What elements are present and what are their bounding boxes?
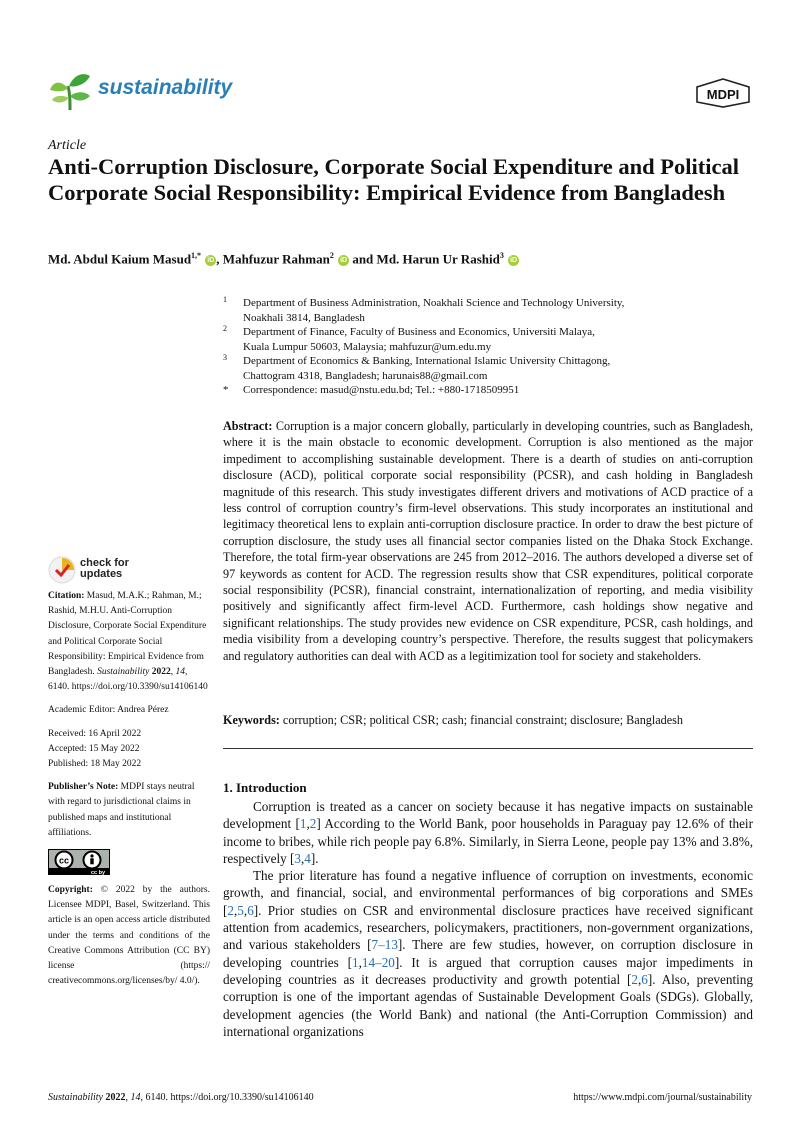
footer-volume: 14 [130,1092,141,1103]
citation-year: 2022 [151,667,171,678]
paragraph-text: , [234,902,238,918]
citation-link[interactable]: 1 [352,954,359,970]
paragraph-text: The prior literature has found a negative influence of corruption on investments, economic growth, and financial, social, and environmental performances of big corporations and SMEs [ [223,868,753,918]
citation-text: Masud, M.A.K.; Rahman, M.; Rashid, M.H.U. Anti-Corruption Disclosure, Corporate Social Expenditure and Political Corporate Social Responsibility: Empirical Evidence from Bangladesh. [48,591,207,678]
paragraph-text: ]. Prior studies on CSR and environmental disclosure practices have received significant attention from academics, researchers, policymakers, practitioners, non-government organizations, and various stakeholders [ [223,902,753,953]
affiliation-item [223,354,763,383]
citation-link[interactable]: 4 [304,850,311,866]
author-affiliation-marker: 1,* [191,251,202,260]
author-affiliation-marker: 3 [499,251,504,260]
check-for-updates-badge[interactable] [48,556,178,588]
correspondence-line[interactable]: Correspondence: masud@nstu.edu.bd; Tel.: +880-1718509951 [243,384,520,396]
article-type: Article [48,138,87,153]
article-info-sidebar [48,589,210,997]
affiliation-line[interactable]: Kuala Lumpur 50603, Malaysia; mahfuzur@um.edu.my [243,340,492,353]
publisher-note [48,780,210,841]
accepted-date: Accepted: 15 May 2022 [48,743,140,754]
paragraph-text: ]. There are few studies, however, on corruption disclosure in developing countries [ [223,937,753,970]
copyright [48,883,210,989]
citation-link[interactable]: 2 [631,971,638,987]
orcid-icon[interactable]: iD [207,257,215,265]
journal-logo-icon [48,70,92,114]
paragraph-text: ]. Also, preventing corruption is one of the important agendas of Sustainable Development Goals (SDGs). Globally, development agencies (the World Bank) and national (the Anti-Corruption Commission) and international organizations [223,971,753,1039]
footer-citation: Sustainability 2022, 14, 6140. https://doi.org/10.3390/su14106140 [48,1092,314,1103]
footer-journal: Sustainability [48,1092,103,1103]
author-name[interactable]: Md. Abdul Kaium Masud [48,251,192,267]
mdpi-logo[interactable] [695,78,751,108]
check-for-updates-icon [48,556,76,584]
affiliations [223,296,763,398]
footer-doi[interactable]: , 6140. https://doi.org/10.3390/su14106140 [140,1092,314,1103]
paragraph-text: Corruption is treated as a cancer on society because it has negative impacts on sustainable development [ [223,799,753,832]
citation-volume: 14 [175,667,185,678]
correspondence-marker: * [223,384,229,396]
paragraph-text: ]. [310,850,319,866]
paragraph [223,798,753,867]
author-name[interactable]: Md. Harun Ur Rashid [376,251,500,267]
paragraph-text: , [306,816,310,832]
publisher-note-text: MDPI stays neutral with regard to jurisdictional claims in published maps and institutional affiliations. [48,782,195,838]
svg-text:cc: cc [58,855,70,866]
abstract-label: Abstract: [223,419,273,433]
paragraph-text: , [358,954,362,970]
affiliation-item [223,325,763,354]
mdpi-logo-text: MDPI [706,87,740,102]
paragraph-text: , [243,902,248,918]
citation-journal: Sustainability [97,667,150,678]
cc-license-label: cc by [90,870,106,876]
check-line-2: updates [80,568,123,580]
citation-link[interactable]: 6 [247,902,254,918]
academic-editor: Academic Editor: Andrea Pérez [48,705,169,716]
keywords-label: Keywords: [223,713,280,727]
citation-link[interactable]: 1 [299,816,307,832]
check-line-1: check for [80,557,129,569]
author-separator: and [349,251,377,267]
journal-name[interactable]: sustainability [98,76,233,99]
citation-label: Citation: [48,591,85,601]
author-separator: , [216,251,223,267]
paragraph-text: ] According to the World Bank, poor households in Paraguay pay 12.6% of their income to bribes, while rich people pay 6.8%. Similarly, in Sierra Leone, people pay 13% and 3.8%, respectively [ [223,816,753,866]
citation: Citation: Masud, M.A.K.; Rahman, M.; Rashid, M.H.U. Anti-Corruption Disclosure, Corporate Social Expenditure and Political Corporate Social Responsibility: Empirical Evidence from Bangladesh. Sustainability 2022, 14, 6140. https://doi.org/10.3390/su14106140 [48,591,208,693]
cc-by-license-icon[interactable] [48,849,110,875]
paragraph-text: , [301,850,305,866]
publisher-note-label: Publisher’s Note: [48,782,119,793]
correspondence-item [223,383,763,398]
affiliation-line: Department of Economics & Banking, International Islamic University Chittagong, [243,355,611,367]
introduction-body [223,798,753,1040]
affiliation-line: Department of Business Administration, Noakhali Science and Technology University, [243,297,625,309]
page-title: Anti-Corruption Disclosure, Corporate Social Expenditure and Political Corporate Social Responsibility: Empirical Evidence from Bangladesh [48,154,740,205]
citation-link[interactable]: 14–20 [361,954,395,970]
citation-link[interactable]: 7–13 [371,937,398,953]
citation-link[interactable]: 6 [641,971,648,987]
author-name[interactable]: Mahfuzur Rahman [222,251,330,267]
affiliation-number: 3 [223,353,227,362]
section-divider [223,748,753,749]
affiliation-line: Noakhali 3814, Bangladesh [243,311,365,324]
copyright-text: © 2022 by the authors. Licensee MDPI, Basel, Switzerland. This article is an open access article distributed under the terms and conditions of the Creative Commons Attribution (CC BY) license (https:// creativecommons.org/licenses/by/ 4.0/). [48,885,210,987]
keywords-text: corruption; CSR; political CSR; cash; financial constraint; disclosure; Bangladesh [282,713,684,727]
received-date: Received: 16 April 2022 [48,728,142,739]
author-affiliation-marker: 2 [329,251,334,260]
affiliation-line: Department of Finance, Faculty of Business and Economics, Universiti Malaya, [243,326,595,338]
affiliation-line[interactable]: Chattogram 4318, Bangladesh; harunais88@gmail.com [243,369,488,382]
affiliation-item [223,296,763,325]
keywords [223,713,753,728]
copyright-label: Copyright: [48,885,93,896]
paragraph-text: , [637,971,642,987]
citation-link[interactable]: 2 [309,816,317,832]
citation-link[interactable]: 2 [227,902,234,918]
footer-url[interactable]: https://www.mdpi.com/journal/sustainability [573,1092,752,1103]
abstract [223,418,753,664]
section-heading: 1. Introduction [223,780,307,795]
citation-doi[interactable]: , 6140. https://doi.org/10.3390/su14106140 [48,667,208,693]
footer-year: 2022 [105,1092,126,1103]
abstract-text: Corruption is a major concern globally, particularly in developing countries, such as Bangladesh, where it is the main obstacle to economic development. Corruption is also mentioned as the major impediment to accomplishing sustainable development. There is a dearth of studies on anti-corruption disclosure (ACD), political corporate social responsibility (PCSR), and cash holding in Bangladesh magnitude of this research. This study investigates different drivers and motivations of ACD practice of a less control of corruption country’s firm-level observations. This study incorporates an institutional and legitimacy theoretical lens to explain anti-corruption disclosure practice. In order to draw the best picture of corruption disclosure, the study uses all financial sector companies listed on the Dhaka Stock Exchange. Therefore, the total firm-year observations are 245 from 2012–2016. The authors developed a diverse set of 97 keywords as content for ACD. The regression results show that CSR expenditures, political corporate social responsibility (PCSR), financial constraint, internationalization of reporting, and media visibility positively and significantly affect firm-level ACD. Furthermore, cash holdings show negative and significant relationships. The study provides new evidence on CSR expenditure, PCSR, cash holdings, and media visibility from a developing country’s perspective. Therefore, the results suggest that policymakers and regulatory authorities can deal with ACD as a legitimization tool for society and stakeholders. [223,419,753,663]
affiliation-number: 1 [223,295,227,304]
orcid-icon[interactable]: iD [510,257,518,265]
dates [48,727,210,773]
orcid-icon[interactable]: iD [340,257,348,265]
citation-link[interactable]: 3 [294,850,301,866]
author-list [48,251,768,267]
citation-link[interactable]: 5 [237,902,244,918]
affiliation-number: 2 [223,324,227,333]
published-date: Published: 18 May 2022 [48,759,142,770]
paragraph-text: ]. It is argued that corruption causes major impediments in developing countries as it decreases productivity and growth potential [ [223,954,753,987]
paragraph [223,867,753,1040]
